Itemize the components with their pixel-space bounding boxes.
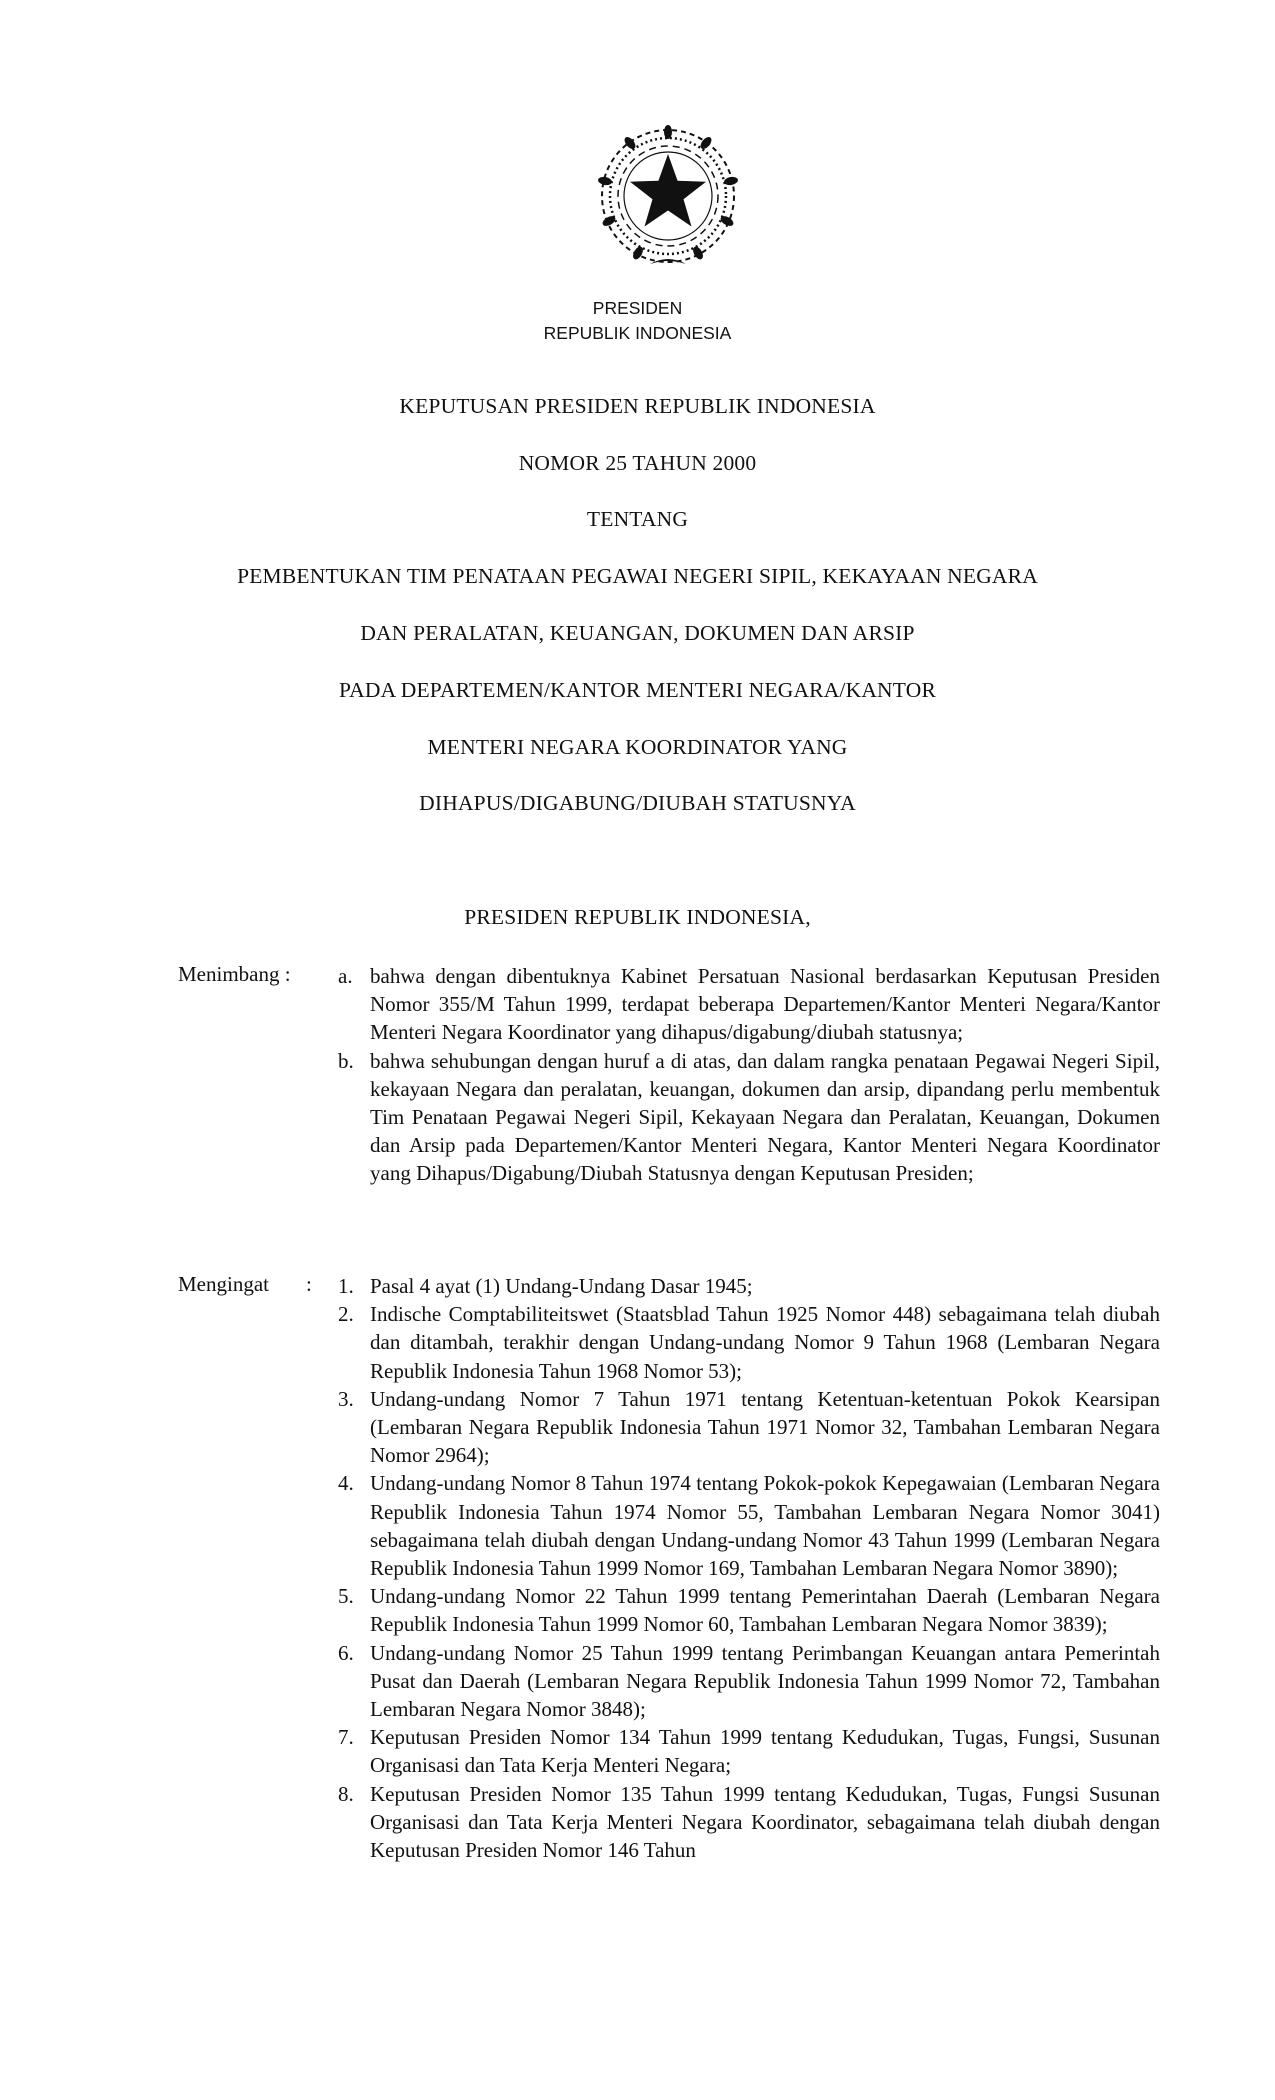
- subject-line: DIHAPUS/DIGABUNG/DIUBAH STATUSNYA: [419, 791, 856, 815]
- list-item: [338, 1582, 1160, 1638]
- emblem-caption-president: PRESIDEN: [592, 298, 683, 318]
- item-marker: 8.: [338, 1781, 354, 1806]
- menimbang-list: [338, 962, 1160, 1188]
- list-item: [338, 962, 1160, 1047]
- mengingat-list: [338, 1272, 1160, 1864]
- list-item: [338, 1780, 1160, 1865]
- list-item: [338, 1272, 1160, 1300]
- item-marker: 1.: [338, 1274, 354, 1298]
- item-text: Indische Comptabiliteitswet (Staatsblad Tahun 1925 Nomor 448) sebagaimana telah diubah dan ditambah, terakhir dengan Undang-undang Nomor 9 Tahun 1968 (Lembaran Negara Republik Indonesia Tahun 1968 Nomor 53);: [370, 1302, 1160, 1383]
- item-marker: a.: [338, 964, 353, 988]
- item-marker: 4.: [338, 1471, 354, 1496]
- subject-line: MENTERI NEGARA KOORDINATOR YANG: [427, 735, 848, 759]
- item-marker: 7.: [338, 1725, 354, 1750]
- item-marker: 2.: [338, 1302, 354, 1327]
- item-text: Undang-undang Nomor 25 Tahun 1999 tentang Perimbangan Keuangan antara Pemerintah Pusat dan Daerah (Lembaran Negara Republik Indonesia Tahun 1999 Nomor 72, Tambahan Lembaran Negara Nomor 3848);: [370, 1640, 1160, 1722]
- item-text: Keputusan Presiden Nomor 135 Tahun 1999 tentang Kedudukan, Tugas, Fungsi Susunan Organisasi dan Tata Kerja Menteri Negara Koordinator, sebagaimana telah diubah dengan Keputusan Presiden Nomor 146 Tahun: [370, 1781, 1160, 1863]
- item-marker: 6.: [338, 1640, 354, 1665]
- emblem-caption-republic: REPUBLIK INDONESIA: [543, 323, 732, 343]
- item-text: Undang-undang Nomor 7 Tahun 1971 tentang Ketentuan-ketentuan Pokok Kearsipan (Lembaran Negara Republik Indonesia Tahun 1971 Nomor 32, Tambahan Lembaran Negara Nomor 2964);: [370, 1386, 1160, 1468]
- list-item: [338, 1723, 1160, 1779]
- item-text: Keputusan Presiden Nomor 134 Tahun 1999 tentang Kedudukan, Tugas, Fungsi, Susunan Organisasi dan Tata Kerja Menteri Negara;: [370, 1725, 1160, 1778]
- mengingat-colon: :: [306, 1272, 312, 1296]
- mengingat-label: Mengingat: [178, 1272, 269, 1296]
- list-item: [338, 1300, 1160, 1385]
- document-number: NOMOR 25 TAHUN 2000: [518, 451, 757, 475]
- document-title: KEPUTUSAN PRESIDEN REPUBLIK INDONESIA: [399, 394, 876, 418]
- subject-line: PEMBENTUKAN TIM PENATAAN PEGAWAI NEGERI SIPIL, KEKAYAAN NEGARA: [237, 564, 1038, 588]
- item-marker: b.: [338, 1048, 354, 1073]
- item-marker: 5.: [338, 1584, 354, 1609]
- subject-line: PADA DEPARTEMEN/KANTOR MENTERI NEGARA/KANTOR: [338, 678, 937, 702]
- list-item: [338, 1385, 1160, 1470]
- subject-line: DAN PERALATAN, KEUANGAN, DOKUMEN DAN ARSIP: [360, 621, 915, 645]
- item-text: bahwa dengan dibentuknya Kabinet Persatuan Nasional berdasarkan Keputusan Presiden Nomor 355/M Tahun 1999, terdapat beberapa Departemen/Kantor Menteri Negara/Kantor Menteri Negara Koordinator yang dihapus/digabung/diubah statusnya;: [370, 964, 1160, 1045]
- item-text: Undang-undang Nomor 8 Tahun 1974 tentang Pokok-pokok Kepegawaian (Lembaran Negara Republik Indonesia Tahun 1974 Nomor 55, Tambahan Lembaran Negara Nomor 3041) sebagaimana telah diubah dengan Undang-undang Nomor 43 Tahun 1999 (Lembaran Negara Republik Indonesia Tahun 1999 Nomor 169, Tambahan Lembaran Negara Nomor 3890);: [370, 1471, 1160, 1581]
- list-item: [338, 1639, 1160, 1724]
- item-text: bahwa sehubungan dengan huruf a di atas, dan dalam rangka penataan Pegawai Negeri Sipil, kekayaan Negara dan peralatan, keuangan, dokumen dan arsip, dipandang perlu membentuk Tim Penataan Pegawai Negeri Sipil, Kekayaan Negara dan Peralatan, Keuangan, Dokumen dan Arsip pada Departemen/Kantor Menteri Negara, Kantor Menteri Negara Koordinator yang Dihapus/Digabung/Diubah Statusnya dengan Keputusan Presiden;: [370, 1048, 1160, 1186]
- menimbang-label: Menimbang :: [178, 962, 291, 986]
- document-about: TENTANG: [586, 507, 689, 531]
- presidential-seal-icon: [588, 116, 748, 276]
- item-text: Pasal 4 ayat (1) Undang-Undang Dasar 1945;: [370, 1274, 753, 1298]
- item-text: Undang-undang Nomor 22 Tahun 1999 tentang Pemerintahan Daerah (Lembaran Negara Republik Indonesia Tahun 1999 Nomor 60, Tambahan Lembaran Negara Nomor 3839);: [370, 1584, 1160, 1637]
- president-declaration: PRESIDEN REPUBLIK INDONESIA,: [464, 905, 811, 929]
- list-item: [338, 1469, 1160, 1582]
- item-marker: 3.: [338, 1386, 354, 1411]
- list-item: [338, 1047, 1160, 1188]
